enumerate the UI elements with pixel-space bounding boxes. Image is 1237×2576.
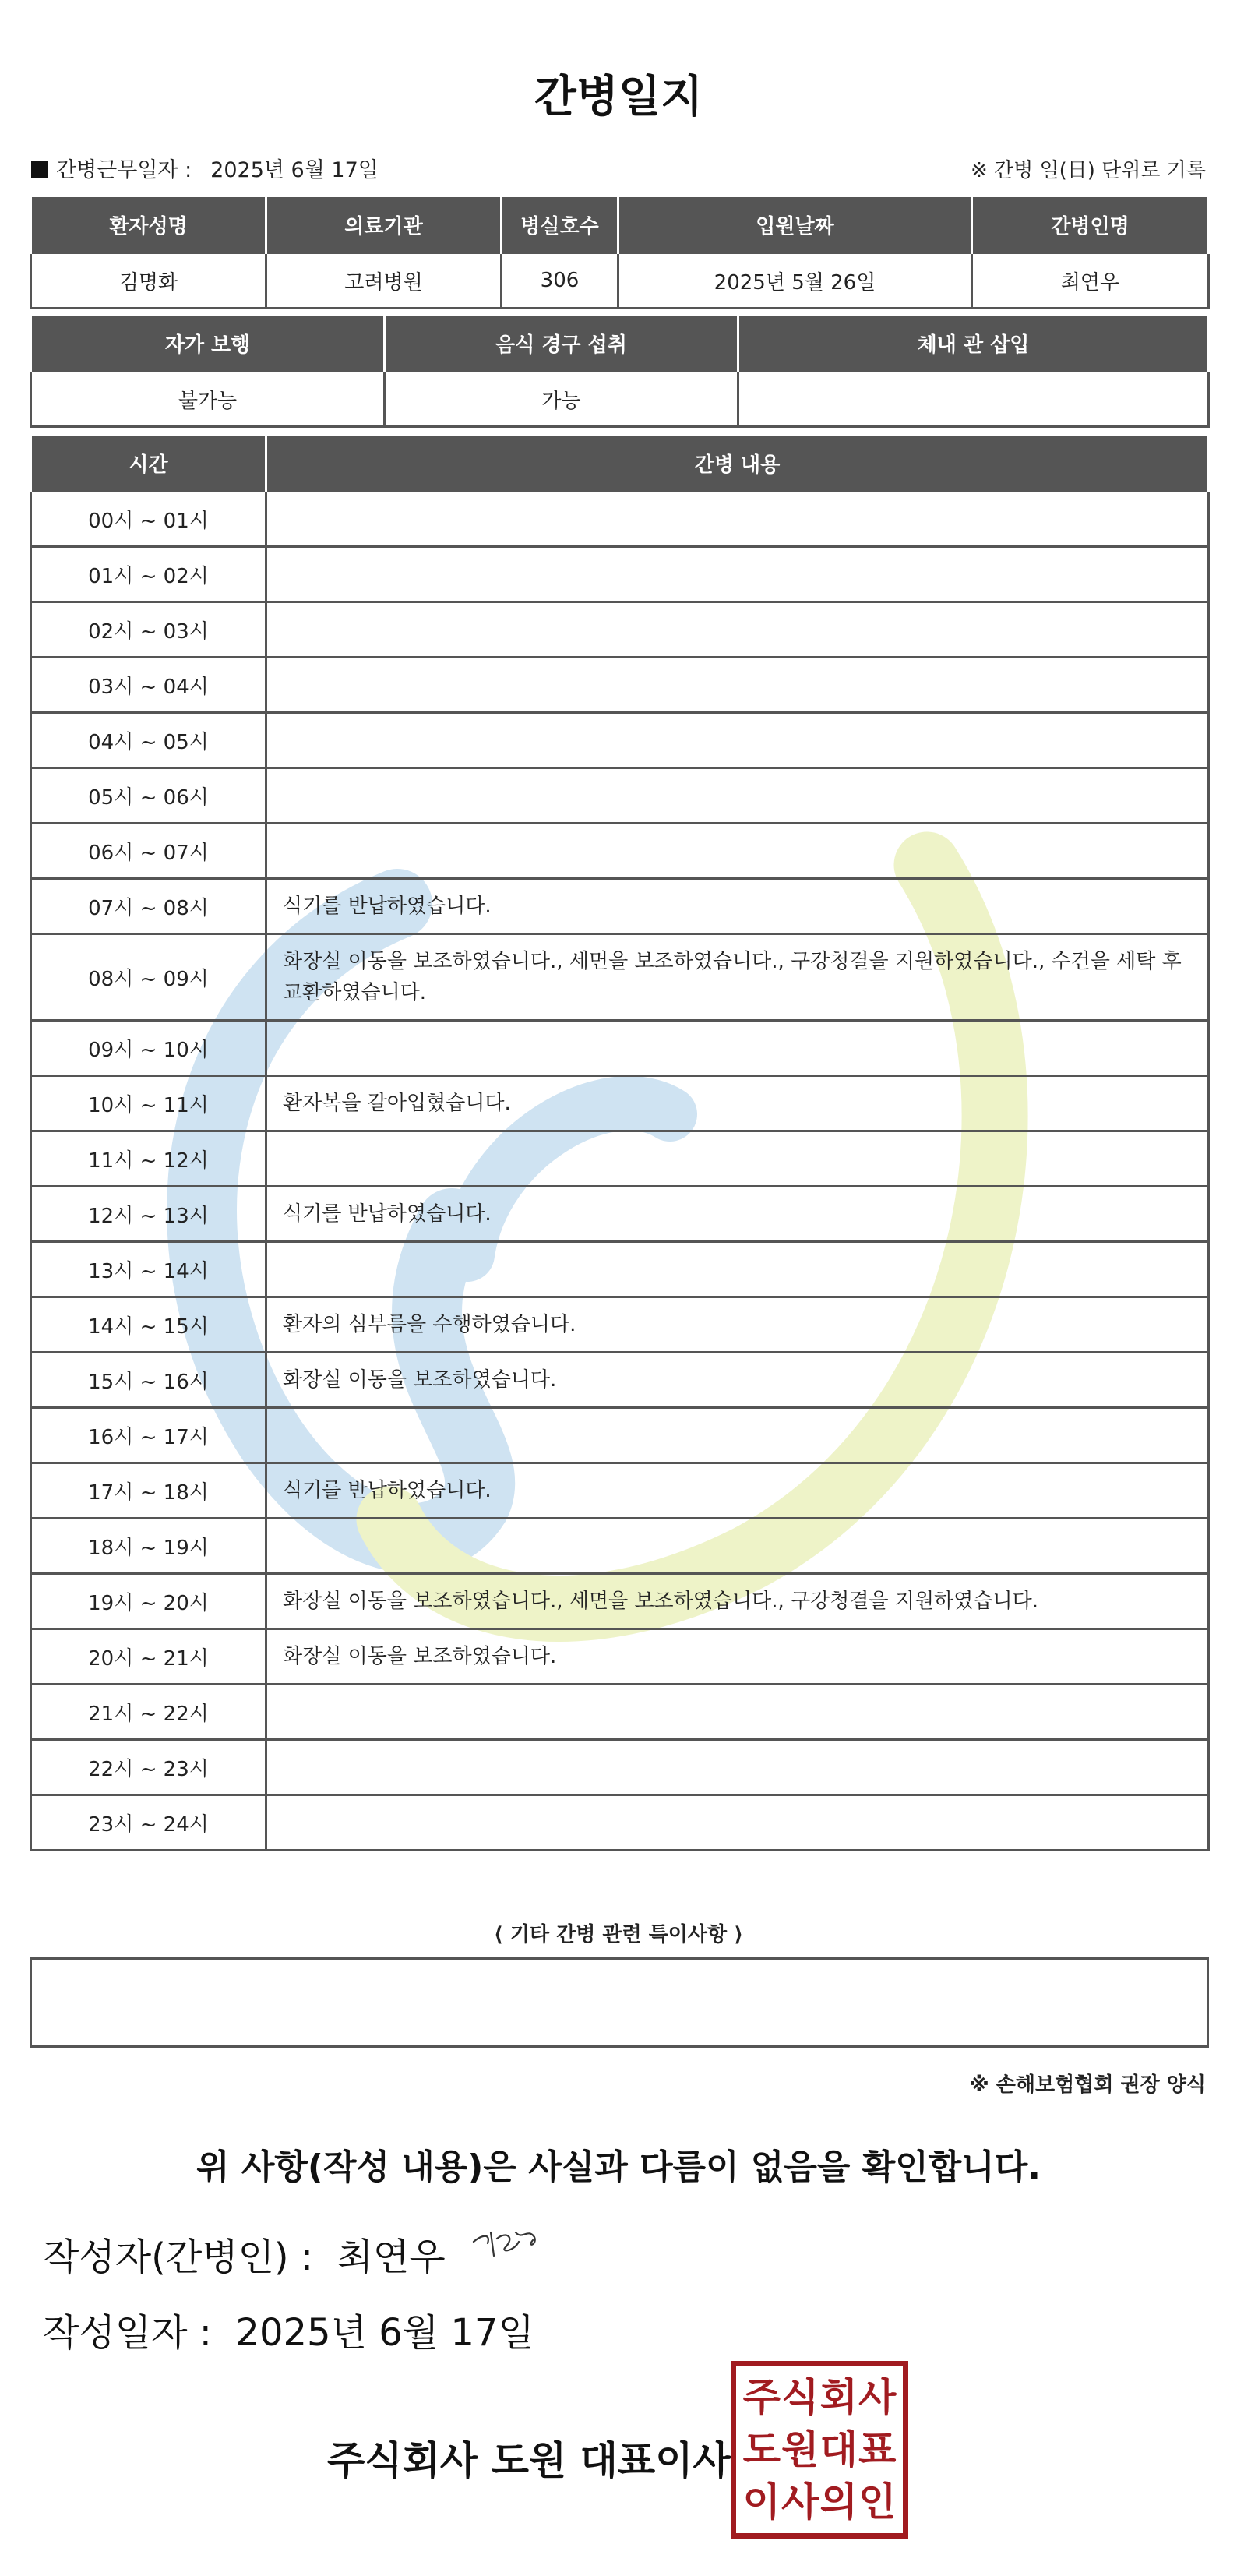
header-caregiver: 간병인명 bbox=[972, 196, 1209, 253]
care-log-rows bbox=[31, 492, 1209, 1851]
notes-box bbox=[30, 1957, 1209, 2048]
header-tube-insertion: 체내 관 삽입 bbox=[738, 315, 1209, 372]
time-slot: 14시 ~ 15시 bbox=[31, 1297, 266, 1353]
care-content: 화장실 이동을 보조하였습니다., 세면을 보조하였습니다., 구강청결을 지원하였습니다. bbox=[266, 1574, 1209, 1629]
care-content bbox=[266, 1021, 1209, 1076]
time-slot: 00시 ~ 01시 bbox=[31, 492, 266, 547]
seal-character: 의 bbox=[819, 2479, 858, 2525]
time-slot: 12시 ~ 13시 bbox=[31, 1187, 266, 1242]
table-row bbox=[31, 1353, 1209, 1408]
table-row bbox=[31, 1795, 1209, 1851]
time-slot: 22시 ~ 23시 bbox=[31, 1740, 266, 1795]
time-slot: 17시 ~ 18시 bbox=[31, 1463, 266, 1519]
time-slot: 13시 ~ 14시 bbox=[31, 1242, 266, 1297]
square-bullet-icon bbox=[31, 161, 48, 178]
care-content bbox=[266, 1685, 1209, 1740]
table-row bbox=[31, 879, 1209, 934]
work-date-label: 간병근무일자 : bbox=[56, 158, 192, 182]
time-slot: 03시 ~ 04시 bbox=[31, 658, 266, 713]
table-row bbox=[31, 1740, 1209, 1795]
table-row bbox=[31, 1297, 1209, 1353]
table-row bbox=[31, 1685, 1209, 1740]
document-title: 간병일지 bbox=[534, 72, 703, 122]
time-slot: 15시 ~ 16시 bbox=[31, 1353, 266, 1408]
room-number: 306 bbox=[502, 253, 618, 309]
time-slot: 10시 ~ 11시 bbox=[31, 1076, 266, 1131]
care-content bbox=[266, 547, 1209, 602]
hospital-name: 고려병원 bbox=[266, 253, 502, 309]
header-self-walking: 자가 보행 bbox=[31, 315, 385, 372]
time-slot: 20시 ~ 21시 bbox=[31, 1629, 266, 1685]
care-content bbox=[266, 1795, 1209, 1851]
time-slot: 01시 ~ 02시 bbox=[31, 547, 266, 602]
header-room: 병실호수 bbox=[502, 196, 618, 253]
care-log-table bbox=[30, 433, 1210, 1851]
table-row bbox=[31, 1131, 1209, 1187]
company-representative: 주식회사 도원 대표이사 bbox=[327, 2438, 731, 2483]
care-content: 화장실 이동을 보조하였습니다., 세면을 보조하였습니다., 구강청결을 지원하였습니다., 수건을 세탁 후 교환하였습니다. bbox=[266, 934, 1209, 1021]
time-slot: 02시 ~ 03시 bbox=[31, 602, 266, 658]
care-content bbox=[266, 1740, 1209, 1795]
time-slot: 09시 ~ 10시 bbox=[31, 1021, 266, 1076]
header-patient-name: 환자성명 bbox=[31, 196, 266, 253]
record-note: ※ 간병 일(日) 단위로 기록 bbox=[970, 159, 1206, 182]
seal-character: 대 bbox=[819, 2426, 858, 2472]
time-slot: 05시 ~ 06시 bbox=[31, 768, 266, 824]
care-content: 식기를 반납하였습니다. bbox=[266, 1463, 1209, 1519]
care-content bbox=[266, 492, 1209, 547]
table-row bbox=[31, 1242, 1209, 1297]
seal-character: 인 bbox=[858, 2479, 897, 2525]
table-row bbox=[31, 768, 1209, 824]
seal-character: 주 bbox=[742, 2374, 781, 2420]
written-date-value: 2025년 6월 17일 bbox=[235, 2311, 534, 2355]
author-name: 최연우 bbox=[337, 2235, 446, 2279]
tube-insertion-value bbox=[738, 372, 1209, 427]
time-slot: 18시 ~ 19시 bbox=[31, 1519, 266, 1574]
table-row bbox=[31, 602, 1209, 658]
table-row bbox=[31, 1519, 1209, 1574]
company-seal-stamp bbox=[731, 2361, 908, 2539]
seal-character: 이 bbox=[742, 2479, 781, 2525]
table-row bbox=[31, 1076, 1209, 1131]
time-slot: 19시 ~ 20시 bbox=[31, 1574, 266, 1629]
time-slot: 08시 ~ 09시 bbox=[31, 934, 266, 1021]
care-content bbox=[266, 768, 1209, 824]
care-content: 환자의 심부름을 수행하였습니다. bbox=[266, 1297, 1209, 1353]
table-row bbox=[31, 658, 1209, 713]
caregiver-name: 최연우 bbox=[972, 253, 1209, 309]
care-content bbox=[266, 713, 1209, 768]
care-content bbox=[266, 824, 1209, 879]
written-date-label: 작성일자 : bbox=[43, 2311, 212, 2355]
work-date-value: 2025년 6월 17일 bbox=[210, 158, 379, 182]
table-row bbox=[31, 824, 1209, 879]
notes-title: ⟨ 기타 간병 관련 특이사항 ⟩ bbox=[493, 1923, 744, 1946]
table-row bbox=[31, 547, 1209, 602]
table-row bbox=[31, 1408, 1209, 1463]
seal-character: 사 bbox=[781, 2479, 819, 2525]
time-slot: 07시 ~ 08시 bbox=[31, 879, 266, 934]
author-line bbox=[43, 2227, 446, 2281]
care-content: 식기를 반납하였습니다. bbox=[266, 879, 1209, 934]
oral-intake-value: 가능 bbox=[385, 372, 738, 427]
handwritten-signature bbox=[467, 2225, 553, 2271]
seal-character: 도 bbox=[742, 2426, 781, 2472]
care-content: 화장실 이동을 보조하였습니다. bbox=[266, 1629, 1209, 1685]
time-slot: 06시 ~ 07시 bbox=[31, 824, 266, 879]
author-label: 작성자(간병인) : bbox=[43, 2235, 314, 2279]
care-content bbox=[266, 1242, 1209, 1297]
seal-character: 표 bbox=[858, 2426, 897, 2472]
written-date-line bbox=[43, 2303, 534, 2356]
time-slot: 23시 ~ 24시 bbox=[31, 1795, 266, 1851]
patient-info-table bbox=[30, 195, 1210, 309]
header-admission-date: 입원날짜 bbox=[618, 196, 972, 253]
time-slot: 04시 ~ 05시 bbox=[31, 713, 266, 768]
care-content bbox=[266, 1408, 1209, 1463]
seal-character: 원 bbox=[781, 2426, 819, 2472]
table-row bbox=[31, 492, 1209, 547]
seal-character: 식 bbox=[781, 2374, 819, 2420]
care-content bbox=[266, 658, 1209, 713]
header-care-content: 간병 내용 bbox=[266, 435, 1209, 492]
table-row bbox=[31, 713, 1209, 768]
table-row bbox=[31, 1187, 1209, 1242]
time-slot: 16시 ~ 17시 bbox=[31, 1408, 266, 1463]
care-content bbox=[266, 1519, 1209, 1574]
table-row bbox=[31, 1021, 1209, 1076]
table-row bbox=[31, 934, 1209, 1021]
care-content bbox=[266, 602, 1209, 658]
header-oral-intake: 음식 경구 섭취 bbox=[385, 315, 738, 372]
admission-date: 2025년 5월 26일 bbox=[618, 253, 972, 309]
time-slot: 11시 ~ 12시 bbox=[31, 1131, 266, 1187]
confirmation-statement: 위 사항(작성 내용)은 사실과 다름이 없음을 확인합니다. bbox=[196, 2147, 1041, 2187]
table-row bbox=[31, 1574, 1209, 1629]
care-content: 환자복을 갈아입혔습니다. bbox=[266, 1076, 1209, 1131]
care-content bbox=[266, 1131, 1209, 1187]
care-content: 식기를 반납하였습니다. bbox=[266, 1187, 1209, 1242]
table-row bbox=[31, 1629, 1209, 1685]
seal-character: 사 bbox=[858, 2374, 897, 2420]
header-time: 시간 bbox=[31, 435, 266, 492]
header-hospital: 의료기관 bbox=[266, 196, 502, 253]
patient-condition-table bbox=[30, 313, 1210, 428]
patient-name: 김명화 bbox=[31, 253, 266, 309]
form-footnote: ※ 손해보험협회 권장 양식 bbox=[969, 2073, 1206, 2097]
care-content: 화장실 이동을 보조하였습니다. bbox=[266, 1353, 1209, 1408]
table-row bbox=[31, 1463, 1209, 1519]
seal-character: 회 bbox=[819, 2374, 858, 2420]
time-slot: 21시 ~ 22시 bbox=[31, 1685, 266, 1740]
work-date bbox=[31, 153, 379, 183]
self-walking-value: 불가능 bbox=[31, 372, 385, 427]
